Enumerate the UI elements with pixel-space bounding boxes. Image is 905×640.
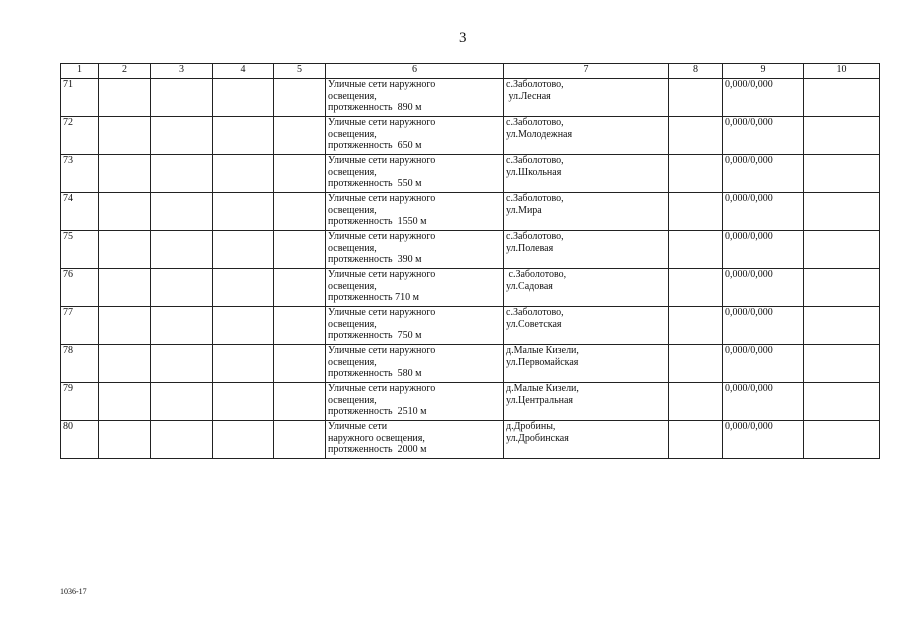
object-name-line: протяженность 750 м: [328, 330, 422, 341]
address-line: ул.Молодежная: [506, 128, 573, 140]
cell-col-2: [99, 383, 151, 421]
address-line: с.Заболотово,: [506, 193, 564, 204]
cell-col-10: [804, 307, 880, 345]
cell-col-2: [99, 79, 151, 117]
address-cell: [504, 117, 669, 155]
cell-col-8: [669, 269, 723, 307]
cell-col-4: [213, 307, 274, 345]
cell-col-4: [213, 231, 274, 269]
cell-col-8: [669, 345, 723, 383]
cell-col-10: [804, 79, 880, 117]
object-name-cell: [326, 269, 504, 307]
object-name-cell: [326, 193, 504, 231]
address-cell: [504, 307, 669, 345]
object-name-cell: [326, 307, 504, 345]
column-header: 9: [723, 64, 804, 79]
cell-col-4: [213, 383, 274, 421]
cell-col-2: [99, 307, 151, 345]
object-name-cell: [326, 421, 504, 459]
object-name-line: Уличные сети наружного: [328, 117, 436, 128]
cell-col-5: [274, 383, 326, 421]
table-row: [61, 307, 880, 345]
object-name-line: Уличные сети наружного: [328, 269, 436, 280]
object-name-line: протяженность 890 м: [328, 102, 422, 113]
cell-col-4: [213, 269, 274, 307]
cell-col-10: [804, 345, 880, 383]
cell-col-3: [151, 421, 213, 459]
cell-col-8: [669, 307, 723, 345]
cell-col-2: [99, 155, 151, 193]
cell-col-2: [99, 345, 151, 383]
object-name-line: Уличные сети: [328, 421, 388, 432]
value-cell: 0,000/0,000: [723, 421, 804, 459]
address-line: ул.Садовая: [506, 280, 553, 292]
table-header-row: [61, 64, 880, 79]
table-row: [61, 269, 880, 307]
column-header: 10: [804, 64, 880, 79]
address-cell: [504, 155, 669, 193]
object-name-line: освещения,: [328, 204, 377, 216]
cell-col-5: [274, 193, 326, 231]
address-line: ул.Полевая: [506, 242, 554, 254]
cell-col-10: [804, 193, 880, 231]
cell-col-8: [669, 421, 723, 459]
address-cell: [504, 193, 669, 231]
address-cell: [504, 231, 669, 269]
cell-col-3: [151, 345, 213, 383]
cell-col-8: [669, 383, 723, 421]
address-line: ул.Советская: [506, 318, 562, 330]
value-cell: 0,000/0,000: [723, 79, 804, 117]
column-header: 3: [151, 64, 213, 79]
column-header: 5: [274, 64, 326, 79]
address-cell: [504, 383, 669, 421]
object-name-cell: [326, 117, 504, 155]
address-cell: [504, 421, 669, 459]
table-row: [61, 193, 880, 231]
object-name-line: Уличные сети наружного: [328, 383, 436, 394]
row-number: 77: [61, 307, 99, 345]
value-cell: 0,000/0,000: [723, 231, 804, 269]
value-cell: 0,000/0,000: [723, 307, 804, 345]
table-row: [61, 383, 880, 421]
object-name-line: освещения,: [328, 166, 377, 178]
cell-col-2: [99, 117, 151, 155]
row-number: 72: [61, 117, 99, 155]
address-line: с.Заболотово,: [506, 231, 564, 242]
cell-col-5: [274, 345, 326, 383]
object-name-cell: [326, 231, 504, 269]
address-line: с.Заболотово,: [506, 155, 564, 166]
cell-col-2: [99, 269, 151, 307]
cell-col-5: [274, 155, 326, 193]
value-cell: 0,000/0,000: [723, 193, 804, 231]
object-name-line: освещения,: [328, 280, 377, 292]
address-line: д.Малые Кизели,: [506, 383, 579, 394]
cell-col-8: [669, 193, 723, 231]
table-row: [61, 231, 880, 269]
object-name-cell: [326, 155, 504, 193]
page-number: 3: [459, 30, 467, 46]
column-header: 2: [99, 64, 151, 79]
address-cell: [504, 269, 669, 307]
address-line: ул.Лесная: [506, 90, 551, 102]
address-line: ул.Школьная: [506, 166, 562, 178]
object-name-line: освещения,: [328, 318, 377, 330]
address-cell: [504, 79, 669, 117]
table-row: [61, 345, 880, 383]
cell-col-8: [669, 231, 723, 269]
cell-col-4: [213, 345, 274, 383]
value-cell: 0,000/0,000: [723, 383, 804, 421]
column-header: 1: [61, 64, 99, 79]
address-line: с.Заболотово,: [506, 117, 564, 128]
cell-col-8: [669, 117, 723, 155]
row-number: 76: [61, 269, 99, 307]
cell-col-3: [151, 193, 213, 231]
object-name-cell: [326, 79, 504, 117]
column-header: 6: [326, 64, 504, 79]
object-name-line: освещения,: [328, 394, 377, 406]
cell-col-8: [669, 79, 723, 117]
address-line: с.Заболотово,: [506, 269, 567, 280]
object-name-line: освещения,: [328, 128, 377, 140]
table-row: [61, 421, 880, 459]
cell-col-5: [274, 269, 326, 307]
cell-col-3: [151, 231, 213, 269]
cell-col-5: [274, 421, 326, 459]
object-name-line: наружного освещения,: [328, 432, 425, 444]
object-name-line: протяженность 2510 м: [328, 406, 427, 417]
table-row: [61, 117, 880, 155]
object-name-line: протяженность 580 м: [328, 368, 422, 379]
cell-col-2: [99, 231, 151, 269]
address-line: ул.Дробинская: [506, 432, 569, 444]
cell-col-3: [151, 79, 213, 117]
cell-col-10: [804, 269, 880, 307]
object-name-line: Уличные сети наружного: [328, 345, 436, 356]
cell-col-10: [804, 421, 880, 459]
row-number: 74: [61, 193, 99, 231]
cell-col-3: [151, 117, 213, 155]
address-line: с.Заболотово,: [506, 79, 564, 90]
object-name-line: протяженность 2000 м: [328, 444, 427, 455]
value-cell: 0,000/0,000: [723, 269, 804, 307]
object-name-line: протяженность 650 м: [328, 140, 422, 151]
address-line: ул.Центральная: [506, 394, 574, 406]
object-name-line: освещения,: [328, 242, 377, 254]
cell-col-5: [274, 117, 326, 155]
row-number: 75: [61, 231, 99, 269]
value-cell: 0,000/0,000: [723, 117, 804, 155]
address-line: ул.Мира: [506, 204, 542, 216]
cell-col-3: [151, 383, 213, 421]
object-name-line: Уличные сети наружного: [328, 231, 436, 242]
cell-col-10: [804, 231, 880, 269]
cell-col-4: [213, 193, 274, 231]
address-line: д.Малые Кизели,: [506, 345, 579, 356]
object-name-line: протяженность 1550 м: [328, 216, 427, 227]
object-name-line: Уличные сети наружного: [328, 307, 436, 318]
row-number: 71: [61, 79, 99, 117]
cell-col-3: [151, 155, 213, 193]
object-name-line: протяженность 710 м: [328, 292, 419, 303]
object-name-line: освещения,: [328, 356, 377, 368]
row-number: 73: [61, 155, 99, 193]
object-name-line: протяженность 390 м: [328, 254, 422, 265]
document-code: 1036-17: [60, 587, 87, 596]
cell-col-5: [274, 307, 326, 345]
object-name-line: Уличные сети наружного: [328, 193, 436, 204]
column-header: 4: [213, 64, 274, 79]
cell-col-10: [804, 117, 880, 155]
cell-col-5: [274, 79, 326, 117]
row-number: 78: [61, 345, 99, 383]
cell-col-4: [213, 79, 274, 117]
cell-col-3: [151, 269, 213, 307]
row-number: 79: [61, 383, 99, 421]
cell-col-10: [804, 383, 880, 421]
address-cell: [504, 345, 669, 383]
cell-col-8: [669, 155, 723, 193]
table-row: [61, 79, 880, 117]
address-line: с.Заболотово,: [506, 307, 564, 318]
object-name-cell: [326, 345, 504, 383]
registry-table: [60, 63, 880, 459]
column-header: 8: [669, 64, 723, 79]
cell-col-4: [213, 117, 274, 155]
cell-col-4: [213, 421, 274, 459]
address-line: д.Дробины,: [506, 421, 556, 432]
cell-col-10: [804, 155, 880, 193]
object-name-line: протяженность 550 м: [328, 178, 422, 189]
object-name-line: Уличные сети наружного: [328, 79, 436, 90]
row-number: 80: [61, 421, 99, 459]
column-header: 7: [504, 64, 669, 79]
cell-col-5: [274, 231, 326, 269]
table-row: [61, 155, 880, 193]
address-line: ул.Первомайская: [506, 356, 579, 368]
cell-col-3: [151, 307, 213, 345]
value-cell: 0,000/0,000: [723, 345, 804, 383]
object-name-line: освещения,: [328, 90, 377, 102]
cell-col-4: [213, 155, 274, 193]
cell-col-2: [99, 193, 151, 231]
object-name-cell: [326, 383, 504, 421]
value-cell: 0,000/0,000: [723, 155, 804, 193]
cell-col-2: [99, 421, 151, 459]
object-name-line: Уличные сети наружного: [328, 155, 436, 166]
